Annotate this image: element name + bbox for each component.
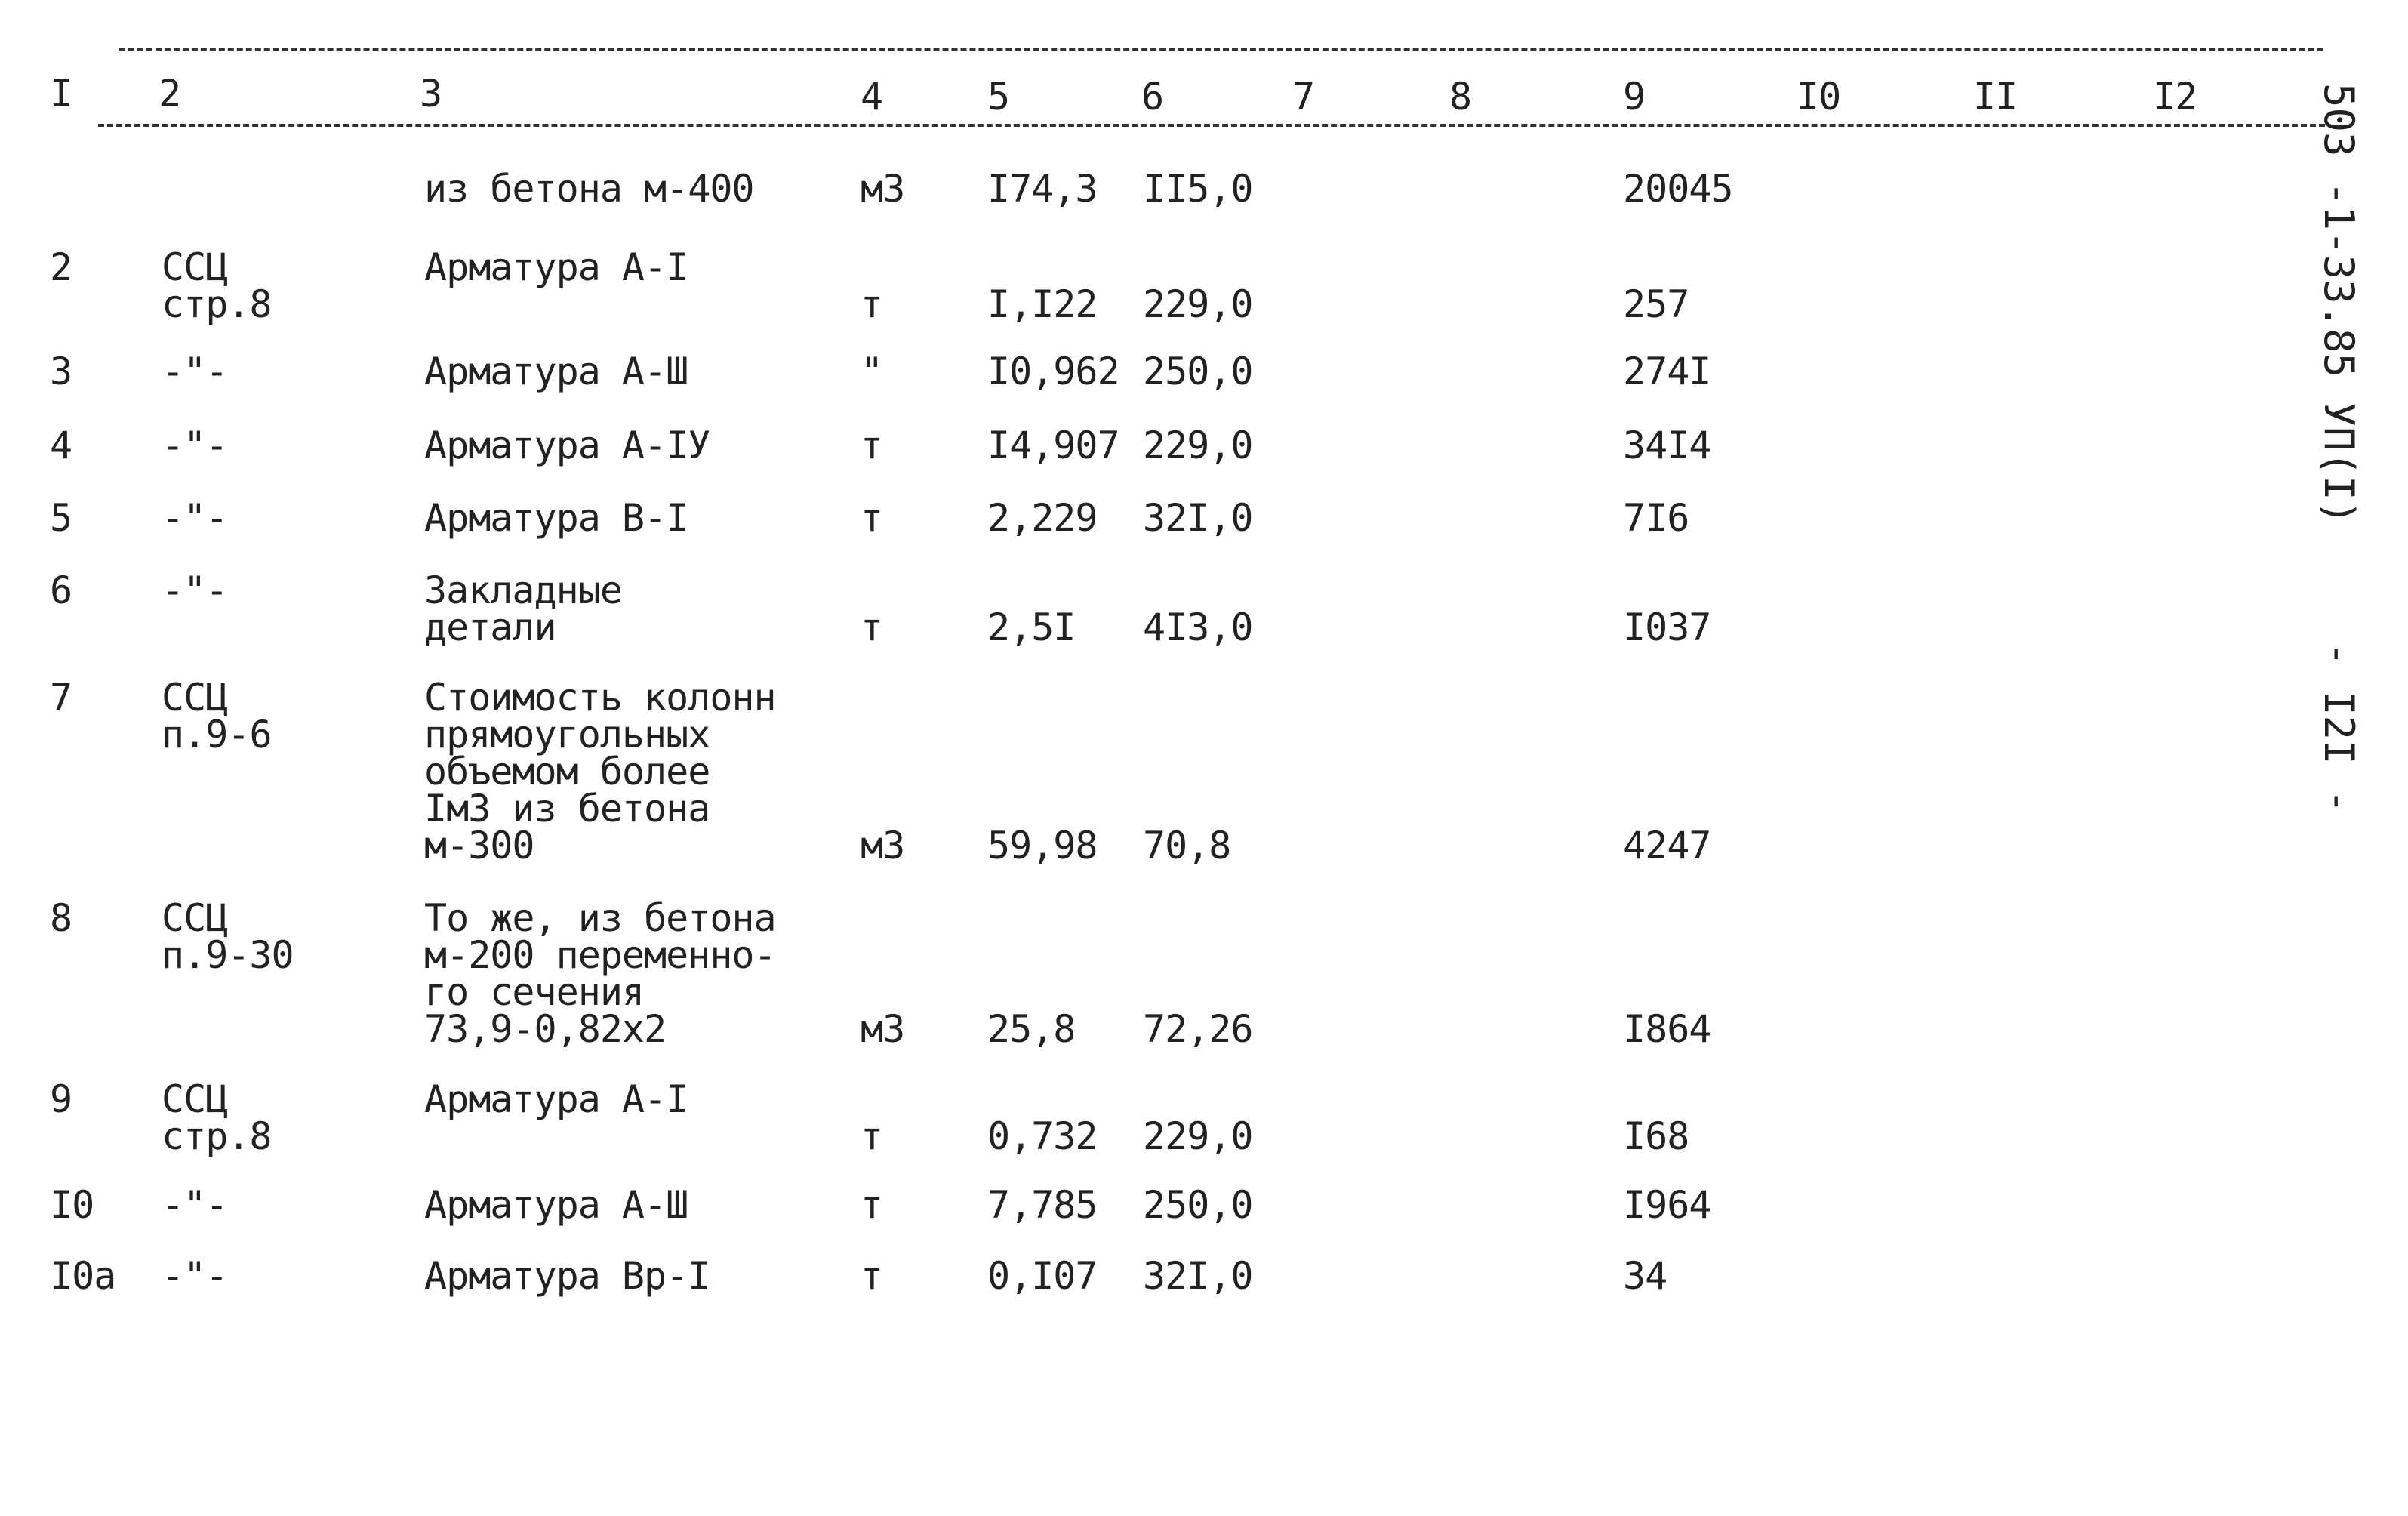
source-ref: стр.8 bbox=[162, 1114, 272, 1158]
unit: т bbox=[861, 424, 883, 467]
quantity: 0,I07 bbox=[987, 1254, 1098, 1298]
item-name: м-300 bbox=[424, 824, 534, 867]
source-ref: п.9-30 bbox=[162, 933, 294, 977]
unit: м3 bbox=[861, 824, 905, 867]
unit: т bbox=[861, 605, 883, 649]
unit-price: II5,0 bbox=[1143, 167, 1253, 211]
unit-price: 4I3,0 bbox=[1143, 605, 1253, 649]
unit: т bbox=[861, 1254, 883, 1298]
source-ref: -"- bbox=[162, 350, 228, 393]
header-rule bbox=[98, 124, 2325, 127]
unit-price: 32I,0 bbox=[1143, 496, 1253, 540]
item-name: Арматура Вр-I bbox=[424, 1254, 710, 1298]
total-cost: 34I4 bbox=[1623, 424, 1711, 467]
row-number: 4 bbox=[50, 424, 72, 467]
quantity: 59,98 bbox=[987, 824, 1098, 867]
total-cost: I68 bbox=[1623, 1114, 1689, 1158]
header-cell: 4 bbox=[861, 75, 883, 119]
item-name: Арматура А-IУ bbox=[424, 424, 710, 467]
source-ref: -"- bbox=[162, 424, 228, 467]
item-name: из бетона м-400 bbox=[424, 167, 754, 211]
total-cost: 20045 bbox=[1623, 167, 1733, 211]
unit-price: 250,0 bbox=[1143, 350, 1253, 393]
header-cell: 5 bbox=[987, 75, 1010, 119]
source-ref: ССЦ bbox=[162, 245, 228, 289]
item-name: детали bbox=[424, 605, 556, 649]
top-rule bbox=[119, 48, 2323, 51]
header-cell: 9 bbox=[1623, 75, 1646, 119]
unit-price: 250,0 bbox=[1143, 1183, 1253, 1227]
header-cell: 3 bbox=[420, 72, 442, 116]
item-name: Арматура А-I bbox=[424, 1077, 688, 1121]
quantity: I,I22 bbox=[987, 282, 1098, 326]
item-name: Арматура В-I bbox=[424, 496, 688, 540]
total-cost: I964 bbox=[1623, 1183, 1711, 1227]
row-number: I0 bbox=[50, 1183, 94, 1227]
item-name: Iм3 из бетона bbox=[424, 787, 710, 830]
row-number: 9 bbox=[50, 1077, 72, 1121]
unit: м3 bbox=[861, 167, 905, 211]
total-cost: 257 bbox=[1623, 282, 1689, 326]
quantity: I74,3 bbox=[987, 167, 1098, 211]
source-ref: ССЦ bbox=[162, 896, 228, 940]
unit: т bbox=[861, 1183, 883, 1227]
quantity: 0,732 bbox=[987, 1114, 1098, 1158]
source-ref: стр.8 bbox=[162, 282, 272, 326]
row-number: I0а bbox=[50, 1254, 116, 1298]
unit-price: 32I,0 bbox=[1143, 1254, 1253, 1298]
item-name: прямоугольных bbox=[424, 713, 710, 756]
document-code: 503 -1-33.85 УП(I) bbox=[2315, 83, 2363, 525]
unit: м3 bbox=[861, 1007, 905, 1051]
item-name: Арматура А-Ш bbox=[424, 350, 688, 393]
row-number: 6 bbox=[50, 568, 72, 612]
row-number: 2 bbox=[50, 245, 72, 289]
source-ref: -"- bbox=[162, 496, 228, 540]
total-cost: I037 bbox=[1623, 605, 1711, 649]
quantity: 2,5I bbox=[987, 605, 1076, 649]
header-cell: II bbox=[1973, 75, 2018, 119]
quantity: I4,907 bbox=[987, 424, 1119, 467]
source-ref: ССЦ bbox=[162, 1077, 228, 1121]
unit-price: 72,26 bbox=[1143, 1007, 1253, 1051]
unit-price: 229,0 bbox=[1143, 424, 1253, 467]
quantity: 7,785 bbox=[987, 1183, 1098, 1227]
unit-price: 229,0 bbox=[1143, 1114, 1253, 1158]
total-cost: 4247 bbox=[1623, 824, 1711, 867]
item-name: Арматура А-Ш bbox=[424, 1183, 688, 1227]
total-cost: 274I bbox=[1623, 350, 1711, 393]
quantity: I0,962 bbox=[987, 350, 1119, 393]
unit: т bbox=[861, 1114, 883, 1158]
source-ref: -"- bbox=[162, 1183, 228, 1227]
item-name: 73,9-0,82х2 bbox=[424, 1007, 667, 1051]
unit: т bbox=[861, 496, 883, 540]
source-ref: -"- bbox=[162, 568, 228, 612]
header-cell: 7 bbox=[1292, 75, 1315, 119]
item-name: м-200 переменно- bbox=[424, 933, 776, 977]
item-name: Арматура А-I bbox=[424, 245, 688, 289]
total-cost: I864 bbox=[1623, 1007, 1711, 1051]
quantity: 25,8 bbox=[987, 1007, 1076, 1051]
header-cell: I bbox=[50, 72, 72, 116]
item-name: То же, из бетона bbox=[424, 896, 776, 940]
unit-price: 70,8 bbox=[1143, 824, 1231, 867]
header-cell: I0 bbox=[1797, 75, 1841, 119]
quantity: 2,229 bbox=[987, 496, 1098, 540]
header-cell: 2 bbox=[159, 72, 181, 116]
header-cell: I2 bbox=[2153, 75, 2197, 119]
row-number: 3 bbox=[50, 350, 72, 393]
unit: " bbox=[861, 350, 883, 393]
row-number: 7 bbox=[50, 676, 72, 719]
item-name: го сечения bbox=[424, 970, 645, 1014]
unit: т bbox=[861, 282, 883, 326]
row-number: 5 bbox=[50, 496, 72, 540]
item-name: Стоимость колонн bbox=[424, 676, 776, 719]
header-cell: 8 bbox=[1449, 75, 1472, 119]
source-ref: -"- bbox=[162, 1254, 228, 1298]
total-cost: 34 bbox=[1623, 1254, 1667, 1298]
source-ref: ССЦ bbox=[162, 676, 228, 719]
item-name: Закладные bbox=[424, 568, 622, 612]
total-cost: 7I6 bbox=[1623, 496, 1689, 540]
unit-price: 229,0 bbox=[1143, 282, 1253, 326]
header-cell: 6 bbox=[1141, 75, 1164, 119]
item-name: объемом более bbox=[424, 750, 710, 793]
row-number: 8 bbox=[50, 896, 72, 940]
page-number: - I2I - bbox=[2315, 642, 2363, 814]
source-ref: п.9-6 bbox=[162, 713, 272, 756]
